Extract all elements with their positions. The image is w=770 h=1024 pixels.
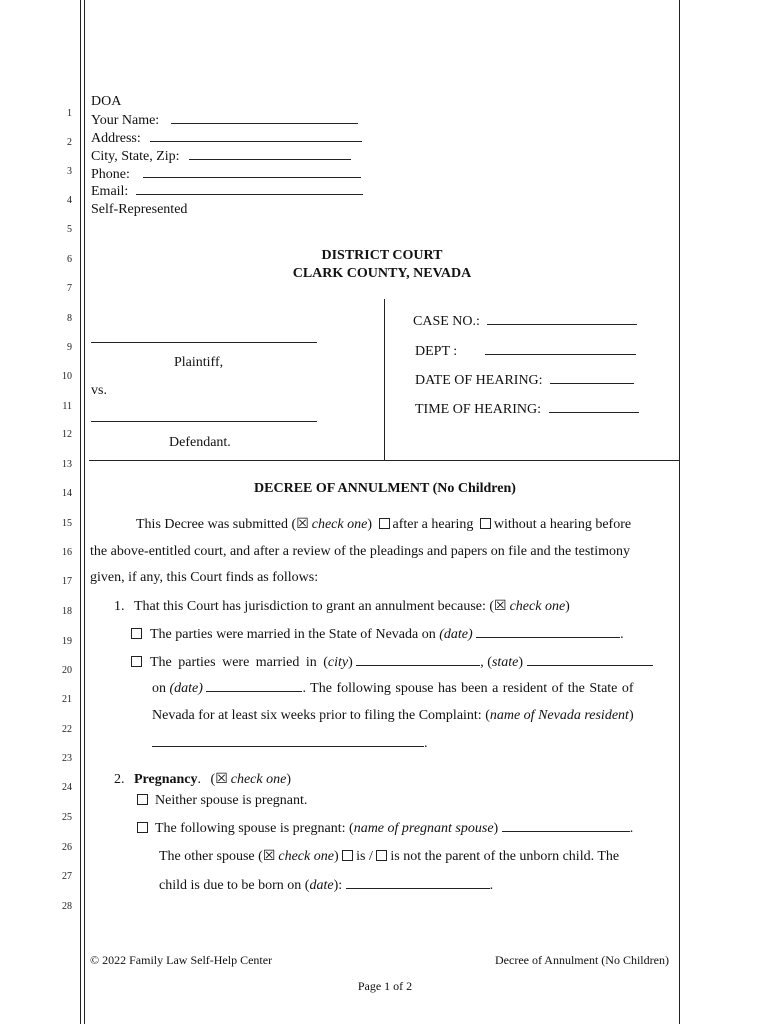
line-number: 8 (67, 313, 72, 324)
city-state-zip-label: City, State, Zip: (91, 149, 180, 164)
line-number: 5 (67, 224, 72, 235)
intro-text-a: This Decree was submitted ( (136, 517, 297, 532)
checked-box-icon: ☒ (262, 849, 276, 864)
caption-divider-horizontal (89, 460, 679, 461)
line-number: 3 (67, 166, 72, 177)
page-number: Page 1 of 2 (357, 979, 413, 993)
item-1-option-b-checkbox[interactable] (131, 656, 142, 667)
time-of-hearing-field[interactable] (415, 401, 639, 418)
date-hint: (date) (169, 681, 203, 696)
self-represented-label: Self-Represented (91, 202, 188, 217)
date-of-hearing-label: DATE OF HEARING: (415, 373, 543, 388)
line-number: 4 (67, 195, 72, 206)
is-parent-checkbox[interactable] (342, 850, 353, 861)
city-hint: city (327, 655, 349, 670)
state-close: ) (518, 655, 524, 670)
on-label: on (152, 681, 166, 696)
checked-box-icon: ☒ (296, 517, 309, 532)
line-number: 20 (62, 665, 72, 676)
nevada-resident-close: ) (628, 708, 634, 723)
time-of-hearing-label: TIME OF HEARING: (415, 402, 541, 417)
dept-field[interactable] (415, 343, 636, 360)
document-title: DECREE OF ANNULMENT (No Children) (254, 481, 516, 496)
case-no-label: CASE NO.: (413, 314, 480, 329)
item-1-option-b-text-3: Nevada for at least six weeks prior to filing the Complaint: ( (152, 708, 490, 723)
line-number: 19 (62, 636, 72, 647)
line-number: 21 (62, 694, 72, 705)
line-number: 25 (62, 812, 72, 823)
paren-open: ( (210, 772, 216, 787)
item-1-option-b-line-2 (152, 680, 634, 697)
plaintiff-label: Plaintiff, (174, 355, 224, 370)
line-number: 7 (67, 283, 72, 294)
residence-date-blank[interactable] (206, 680, 302, 692)
intro-text-b: ) (367, 517, 372, 532)
nevada-resident-hint: name of Nevada resident (489, 708, 629, 723)
line-number: 18 (62, 606, 72, 617)
line-number: 17 (62, 576, 72, 587)
item-1-option-b (131, 654, 653, 671)
item-1-number: 1. (114, 599, 125, 614)
item-1-option-a (131, 626, 624, 643)
caption-divider-vertical (384, 299, 385, 460)
line-number: 26 (62, 842, 72, 853)
item-2-option-b-end: . (629, 821, 634, 836)
check-one-hint: check one (230, 772, 287, 787)
line-number: 14 (62, 488, 72, 499)
address-label: Address: (91, 131, 141, 146)
court-name: DISTRICT COURT (321, 248, 443, 263)
pregnant-spouse-hint: name of pregnant spouse (353, 821, 494, 836)
footer-copyright: © 2022 Family Law Self-Help Center (90, 953, 273, 967)
email-label: Email: (91, 184, 129, 199)
pregnancy-dot: . (197, 772, 202, 787)
is-not-parent-checkbox[interactable] (376, 850, 387, 861)
city-close: ) (348, 655, 353, 670)
other-spouse-text: The other spouse ( (159, 849, 263, 864)
state-blank[interactable] (527, 654, 653, 666)
time-of-hearing-blank[interactable] (549, 401, 639, 413)
line-number: 22 (62, 724, 72, 735)
line-number: 9 (67, 342, 72, 353)
due-date-end: . (489, 878, 494, 893)
item-1-heading (114, 598, 570, 615)
nevada-resident-blank[interactable] (152, 735, 424, 747)
city-state-zip-field[interactable] (91, 148, 351, 165)
line-number: 10 (62, 371, 72, 382)
line-number: 16 (62, 547, 72, 558)
check-one-hint: check one (509, 599, 566, 614)
item-2-option-a-text: Neither spouse is pregnant. (155, 793, 308, 808)
paren-close: ) (286, 772, 291, 787)
other-spouse-close: ) (333, 849, 339, 864)
right-margin-line (679, 0, 680, 1024)
item-2-option-b-checkbox[interactable] (137, 822, 148, 833)
line-number: 24 (62, 782, 72, 793)
checked-box-icon: ☒ (494, 599, 507, 614)
item-1-option-a-text: The parties were married in the State of Nevada on (150, 627, 436, 642)
defendant-name-blank[interactable] (91, 421, 317, 422)
your-name-blank[interactable] (171, 112, 358, 124)
marriage-date-blank[interactable] (476, 626, 620, 638)
item-1-option-a-end: . (620, 627, 624, 642)
due-date-blank[interactable] (346, 877, 490, 889)
your-name-label: Your Name: (91, 113, 160, 128)
intro-line-3: given, if any, this Court finds as follows: (90, 570, 319, 585)
address-blank[interactable] (150, 130, 362, 142)
vs-label: vs. (91, 383, 107, 398)
due-date-close: ): (333, 878, 343, 893)
item-2-option-b (137, 820, 633, 837)
line-number: 1 (67, 108, 72, 119)
is-label: is / (356, 849, 373, 864)
pregnant-spouse-close: ) (493, 821, 499, 836)
item-1-close: ) (565, 599, 570, 614)
pregnancy-heading: Pregnancy (134, 772, 198, 787)
case-no-field[interactable] (413, 313, 637, 330)
your-name-field[interactable] (91, 112, 358, 129)
state-open: , ( (480, 655, 492, 670)
email-blank[interactable] (136, 183, 363, 195)
check-one-hint: check one (278, 849, 334, 864)
item-2-heading (114, 771, 291, 788)
item-1-option-b-line-4 (152, 735, 428, 752)
line-number: 23 (62, 753, 72, 764)
after-hearing-checkbox[interactable] (379, 518, 390, 529)
court-county: CLARK COUNTY, NEVADA (292, 266, 472, 281)
due-date-line (159, 877, 493, 894)
defendant-label: Defendant. (169, 435, 231, 450)
line-number: 28 (62, 901, 72, 912)
item-1-option-b-line-3 (152, 708, 634, 724)
line-number: 11 (62, 401, 72, 412)
checked-box-icon: ☒ (215, 772, 228, 787)
line-number: 13 (62, 459, 72, 470)
item-1-option-a-checkbox[interactable] (131, 628, 142, 639)
item-1-option-a-date-hint: (date) (439, 627, 473, 642)
case-no-blank[interactable] (487, 313, 637, 325)
other-spouse-line (159, 848, 619, 865)
item-1-option-b-end: . (424, 736, 428, 751)
intro-line-2: the above-entitled court, and after a review of the pleadings and papers on file and the testimony (90, 544, 630, 559)
line-number: 15 (62, 518, 72, 529)
date-of-hearing-field[interactable] (415, 372, 634, 389)
plaintiff-name-blank[interactable] (91, 342, 317, 343)
date-of-hearing-blank[interactable] (550, 372, 634, 384)
item-1-option-b-text-2: . The following spouse has been a resident of the State of (302, 681, 634, 696)
line-number: 6 (67, 254, 72, 265)
footer-document-name: Decree of Annulment (No Children) (495, 953, 669, 967)
item-2-option-a-checkbox[interactable] (137, 794, 148, 805)
left-margin-line-2 (84, 0, 85, 1024)
left-margin-line-1 (80, 0, 81, 1024)
phone-label: Phone: (91, 167, 130, 182)
item-2-number: 2. (114, 772, 125, 787)
doa-label: DOA (91, 94, 122, 109)
due-date-text: child is due to be born on ( (159, 878, 310, 893)
state-hint: state (491, 655, 519, 670)
without-hearing-checkbox[interactable] (480, 518, 491, 529)
item-2-option-a (137, 793, 307, 809)
city-blank[interactable] (356, 654, 480, 666)
dept-label: DEPT : (415, 344, 458, 359)
phone-blank[interactable] (143, 166, 361, 178)
dept-blank[interactable] (485, 343, 636, 355)
line-number: 27 (62, 871, 72, 882)
address-field[interactable] (91, 130, 362, 147)
intro-line-1 (136, 516, 631, 533)
without-hearing-label: without a hearing before (493, 517, 632, 532)
phone-field[interactable] (91, 166, 361, 183)
item-1-option-b-text: The parties were married in ( (150, 655, 328, 670)
item-1-text: That this Court has jurisdiction to grant an annulment because: ( (134, 599, 495, 614)
line-number: 12 (62, 429, 72, 440)
after-hearing-label: after a hearing (392, 517, 474, 532)
is-not-label: is not the parent of the unborn child. The (390, 849, 620, 864)
pregnant-spouse-blank[interactable] (502, 820, 630, 832)
check-one-hint: check one (311, 517, 368, 532)
due-date-hint: date (309, 878, 334, 893)
item-2-option-b-text: The following spouse is pregnant: ( (155, 821, 354, 836)
email-field[interactable] (91, 183, 363, 200)
line-number: 2 (67, 137, 72, 148)
city-state-zip-blank[interactable] (189, 148, 351, 160)
